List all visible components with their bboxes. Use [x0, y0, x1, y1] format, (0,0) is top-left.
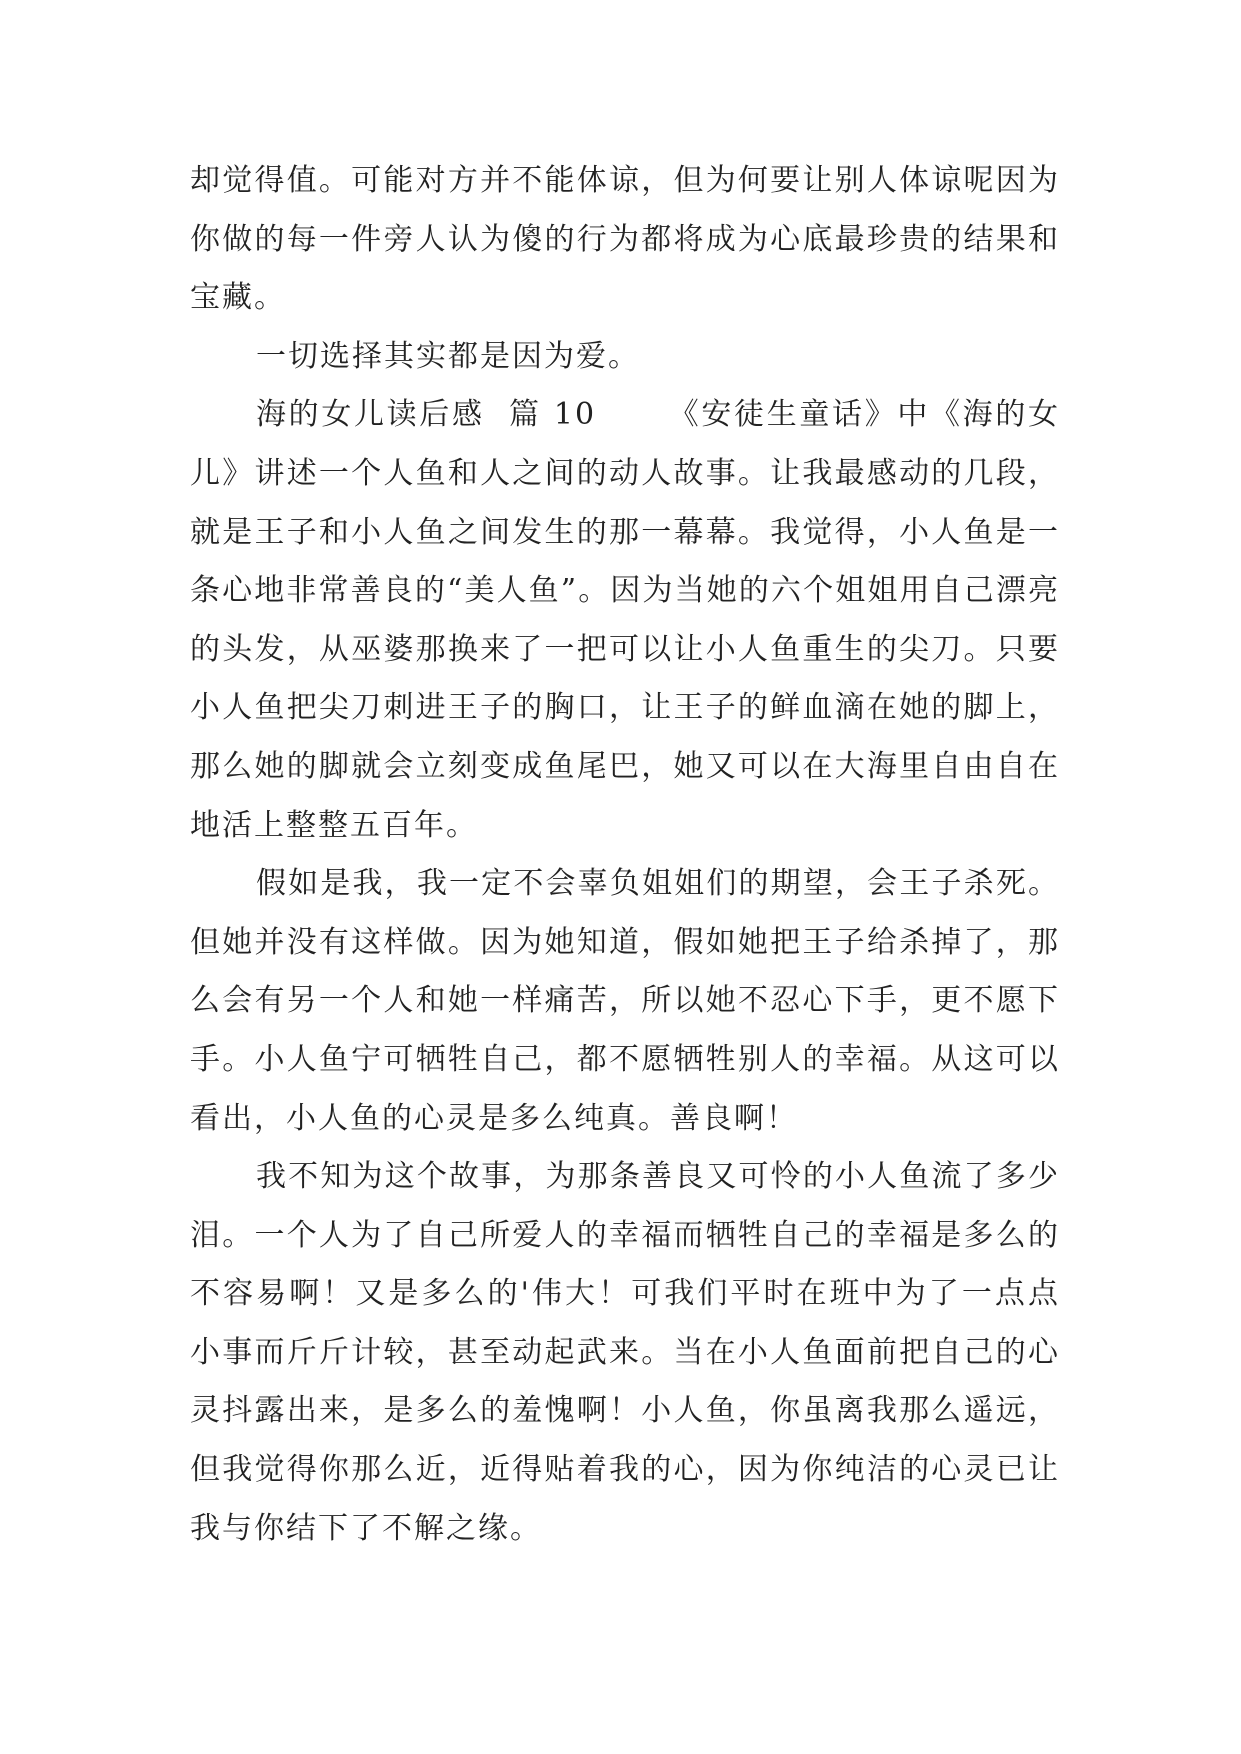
document-body	[190, 152, 1060, 1558]
paragraph-4: 假如是我，我一定不会辜负姐姐们的期望，会王子杀死。但她并没有这样做。因为她知道，假如她把王子给杀掉了，那么会有另一个人和她一样痛苦，所以她不忍心下手，更不愿下手。小人鱼宁可牺牲自己，都不愿牺牲别人的幸福。从这可以看出，小人鱼的心灵是多么纯真。善良啊！	[190, 866, 1060, 1136]
section-heading: 海的女儿读后感 篇 10	[256, 397, 597, 433]
paragraph-2: 一切选择其实都是因为爱。	[256, 338, 640, 374]
paragraph-3	[190, 386, 1060, 855]
paragraph-1: 却觉得值。可能对方并不能体谅，但为何要让别人体谅呢因为你做的每一件旁人认为傻的行为都将成为心底最珍贵的结果和宝藏。	[190, 163, 1060, 316]
paragraph-3-body: 《安徒生童话》中《海的女儿》讲述一个人鱼和人之间的动人故事。让我最感动的几段，就是王子和小人鱼之间发生的那一幕幕。我觉得，小人鱼是一条心地非常善良的“美人鱼”。因为当她的六个姐姐用自己漂亮的头发，从巫婆那换来了一把可以让小人鱼重生的尖刀。只要小人鱼把尖刀刺进王子的胸口，让王子的鲜血滴在她的脚上，那么她的脚就会立刻变成鱼尾巴，她又可以在大海里自由自在地活上整整五百年。	[190, 397, 1060, 843]
paragraph-5: 我不知为这个故事，为那条善良又可怜的小人鱼流了多少泪。一个人为了自己所爱人的幸福而牺牲自己的幸福是多么的不容易啊！又是多么的'伟大！可我们平时在班中为了一点点小事而斤斤计较，甚至动起武来。当在小人鱼面前把自己的心灵抖露出来，是多么的羞愧啊！小人鱼，你虽离我那么遥远，但我觉得你那么近，近得贴着我的心，因为你纯洁的心灵已让我与你结下了不解之缘。	[190, 1159, 1060, 1546]
